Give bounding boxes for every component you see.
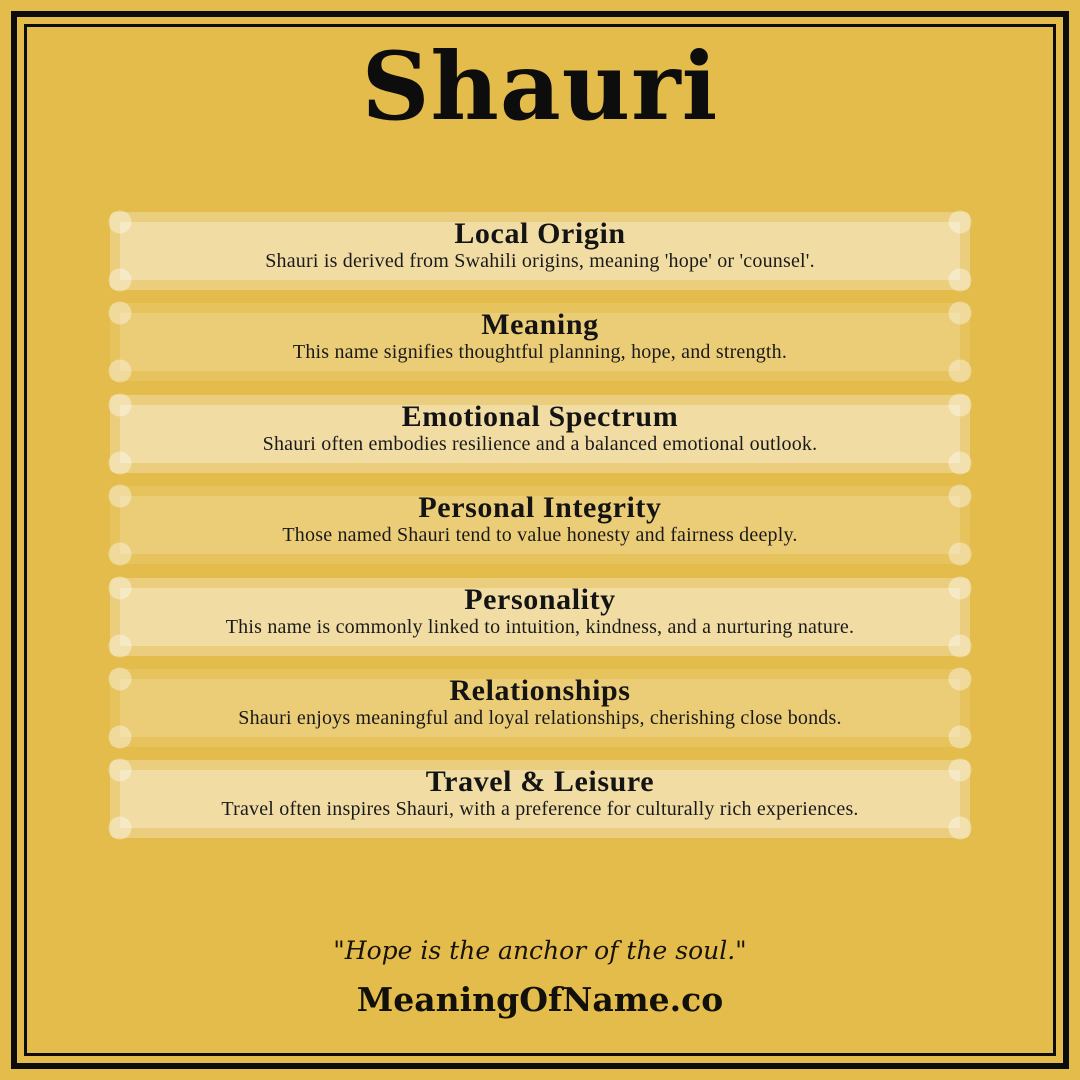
section-title: Emotional Spectrum — [401, 399, 679, 433]
quote-text: "Hope is the anchor of the soul." — [333, 936, 747, 965]
section-description: Travel often inspires Shauri, with a preference for culturally rich experiences. — [221, 798, 859, 821]
section-card-personality — [110, 578, 970, 656]
section-title: Travel & Leisure — [425, 765, 655, 799]
brand-name: MeaningOfName.co — [356, 980, 724, 1019]
section-card-local-origin — [110, 212, 970, 290]
section-description: Shauri often embodies resilience and a balanced emotional outlook. — [262, 432, 818, 455]
section-card-meaning — [110, 303, 970, 381]
section-title: Personal Integrity — [418, 491, 662, 525]
section-description: This name signifies thoughtful planning, hope, and strength. — [292, 341, 788, 364]
section-title: Relationships — [449, 673, 631, 707]
section-card-travel-leisure — [110, 760, 970, 838]
section-card-emotional-spectrum — [110, 395, 970, 473]
sections-list — [110, 212, 970, 838]
section-description: This name is commonly linked to intuition, kindness, and a nurturing nature. — [225, 615, 855, 638]
section-description: Those named Shauri tend to value honesty and fairness deeply. — [282, 524, 798, 547]
page-title: Shauri — [361, 32, 719, 142]
section-title: Local Origin — [454, 217, 626, 250]
section-title: Personality — [464, 582, 616, 616]
section-description: Shauri enjoys meaningful and loyal relationships, cherishing close bonds. — [238, 706, 842, 729]
section-description: Shauri is derived from Swahili origins, meaning 'hope' or 'counsel'. — [265, 250, 815, 272]
section-card-personal-integrity — [110, 486, 970, 564]
section-title: Meaning — [481, 308, 599, 342]
section-card-relationships — [110, 669, 970, 747]
